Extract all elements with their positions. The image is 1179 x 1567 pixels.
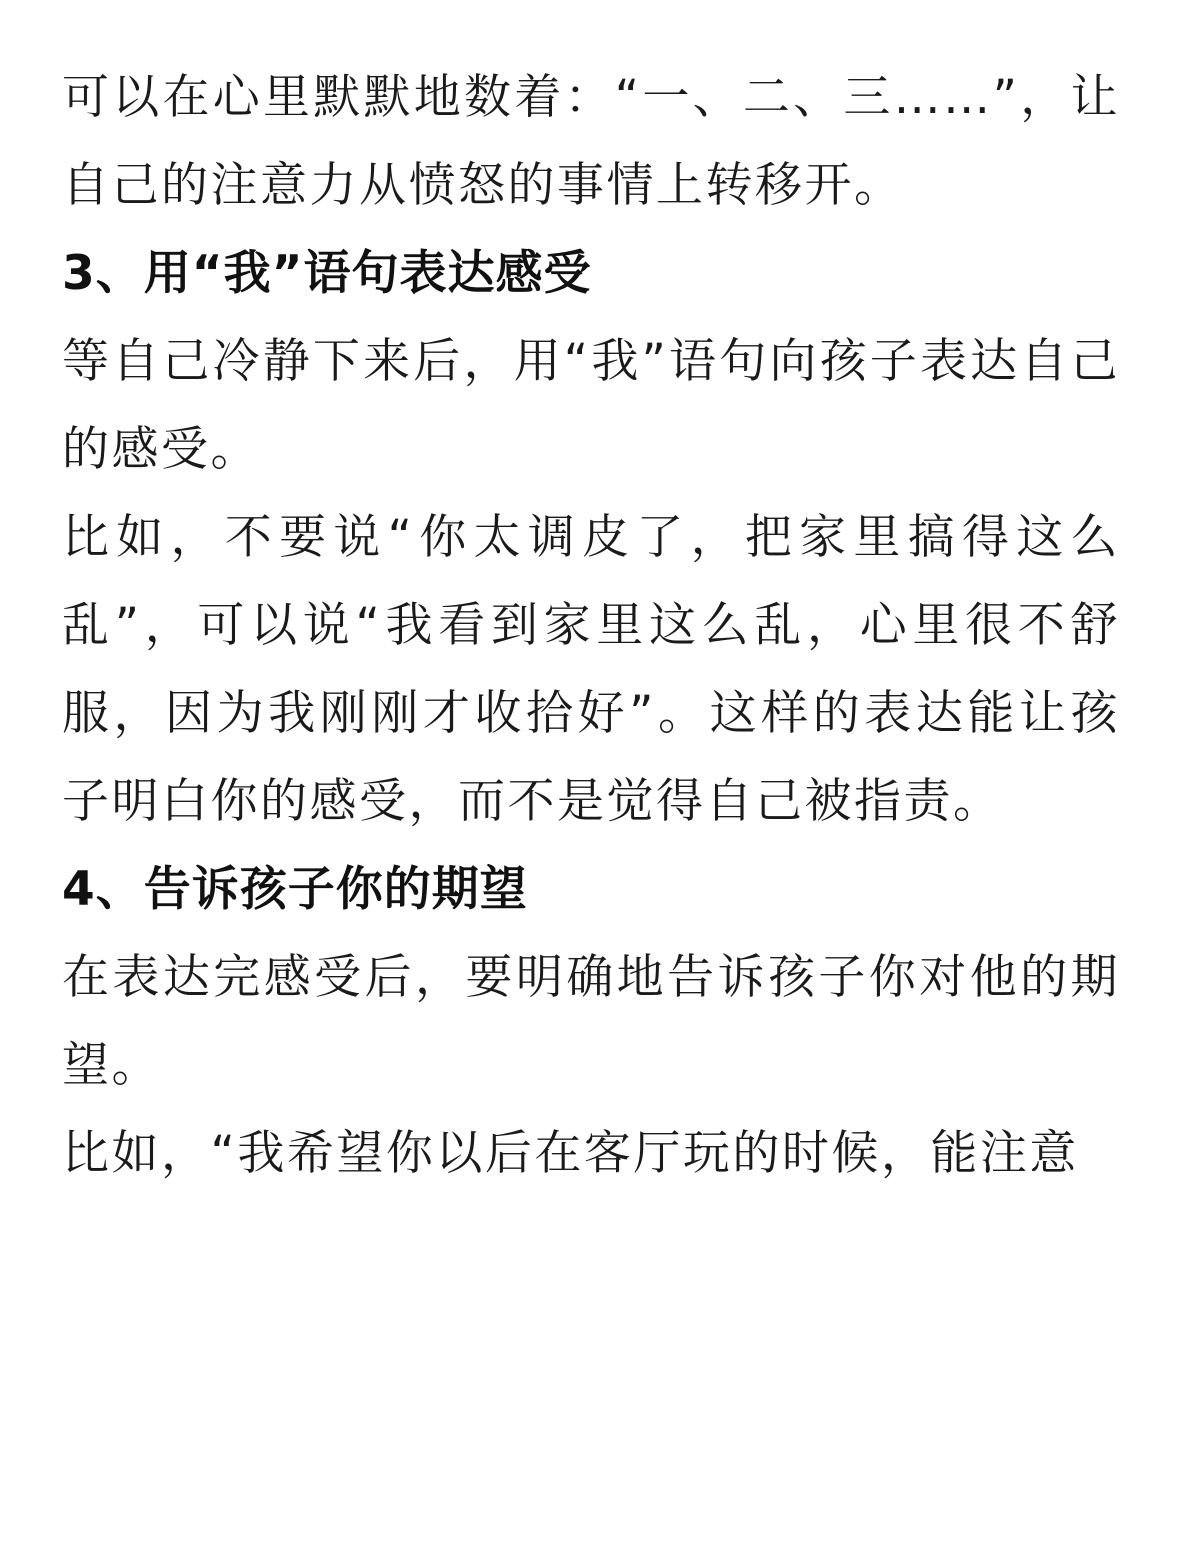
paragraph-i-statement: 等自己冷静下来后，用“我”语句向孩子表达自己的感受。 bbox=[62, 334, 1120, 477]
section-heading-4: 4、告诉孩子你的期望 bbox=[62, 862, 528, 917]
paragraph-expectation: 在表达完感受后，要明确地告诉孩子你对他的期望。 bbox=[62, 950, 1120, 1093]
article-body bbox=[62, 54, 1120, 1198]
paragraph-example-1: 比如，不要说“你太调皮了，把家里搞得这么乱”，可以说“我看到家里这么乱，心里很不舒服，因为我刚刚才收拾好”。这样的表达能让孩子明白你的感受，而不是觉得自己被指责。 bbox=[62, 510, 1120, 829]
section-heading-3: 3、用“我”语句表达感受 bbox=[62, 246, 592, 301]
paragraph-example-2: 比如，“我希望你以后在客厅玩的时候，能注意 bbox=[62, 1126, 1079, 1181]
paragraph-counting: 可以在心里默默地数着：“一、二、三……”，让自己的注意力从愤怒的事情上转移开。 bbox=[62, 70, 1120, 213]
